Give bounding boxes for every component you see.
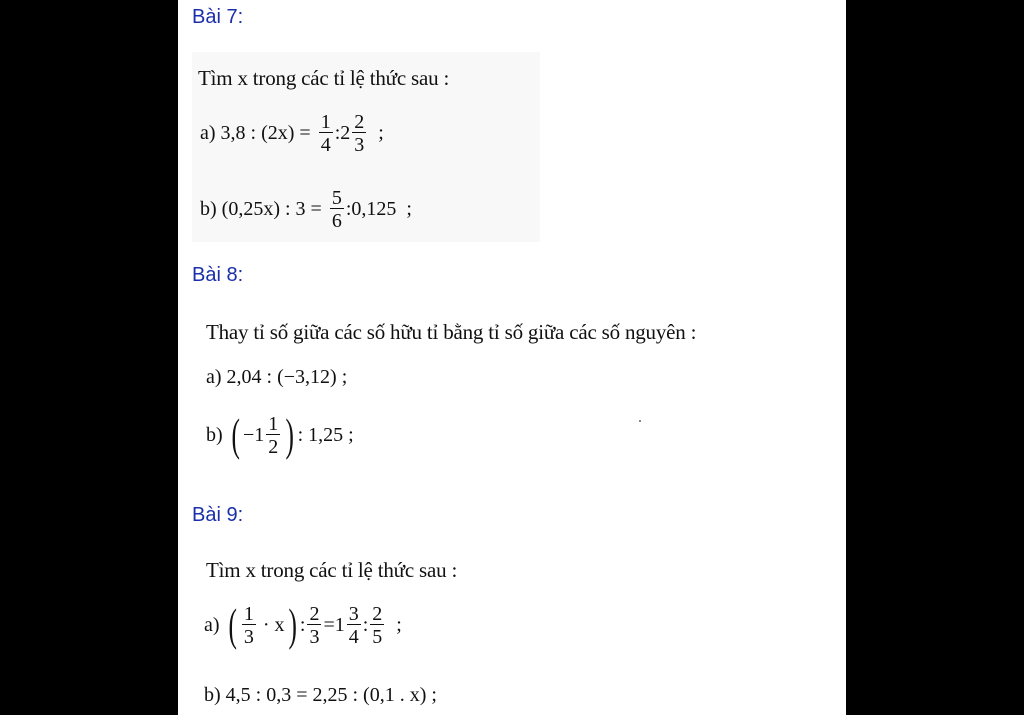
fraction: $\frac{2}{3}$ xyxy=(309,602,320,648)
bai8-part-a: a) 2,04 : (−3,12) ; xyxy=(206,366,348,388)
bai7-prompt: Tìm x trong các tỉ lệ thức sau : xyxy=(198,66,450,90)
fraction: $\frac{5}{6}$ xyxy=(331,187,342,232)
bai7-heading: Bài 7: xyxy=(192,6,244,28)
equation-lhs: (0,25x) : 3 = xyxy=(221,198,322,220)
right-paren: ) xyxy=(287,599,297,650)
part-label: a) xyxy=(204,613,220,636)
mixed-whole: 1 xyxy=(334,613,345,636)
mixed-whole: 2 xyxy=(340,122,351,144)
fraction: $\frac{1}{3}$ xyxy=(243,602,254,648)
bai8-part-b: b) ( −1 $\frac{1}{2}$ ) : 1,25 ; xyxy=(206,409,354,460)
scan-speck xyxy=(639,420,641,422)
bai9-part-b: b) 4,5 : 0,3 = 2,25 : (0,1 . x) ; xyxy=(204,684,437,706)
left-paren: ( xyxy=(231,409,240,460)
bai7-part-a: a) 3,8 : (2x) = $\frac{1}{4}$ : 2 $\frac{2}{3}$ ; xyxy=(200,111,384,156)
fraction: $\frac{2}{5}$ xyxy=(372,602,383,648)
fraction: $\frac{1}{4}$ xyxy=(320,111,331,156)
part-label: b) xyxy=(206,423,223,446)
bai8-heading: Bài 8: xyxy=(192,264,244,286)
bai9-part-a: a) ( $\frac{1}{3}$ · x ) : $\frac{2}{3}$ = 1 $\frac{3}{4}$ : $\frac{2}{5}$ ; xyxy=(204,599,402,650)
part-label: b) xyxy=(200,198,217,220)
fraction: $\frac{2}{3}$ xyxy=(354,111,365,156)
worksheet-page xyxy=(178,0,846,715)
bai7-part-b: b) (0,25x) : 3 = $\frac{5}{6}$ :0,125 ; xyxy=(200,187,412,232)
fraction: $\frac{1}{2}$ xyxy=(268,412,279,458)
right-paren: ) xyxy=(285,409,295,460)
equation-lhs: 3,8 : (2x) = xyxy=(220,122,311,144)
bai9-heading: Bài 9: xyxy=(192,504,244,526)
left-paren: ( xyxy=(227,599,237,650)
fraction: $\frac{3}{4}$ xyxy=(348,602,359,648)
part-label: a) xyxy=(200,122,216,144)
bai8-prompt: Thay tỉ số giữa các số hữu tỉ bằng tỉ số giữa các số nguyên : xyxy=(206,320,697,344)
bai9-prompt: Tìm x trong các tỉ lệ thức sau : xyxy=(206,558,458,582)
